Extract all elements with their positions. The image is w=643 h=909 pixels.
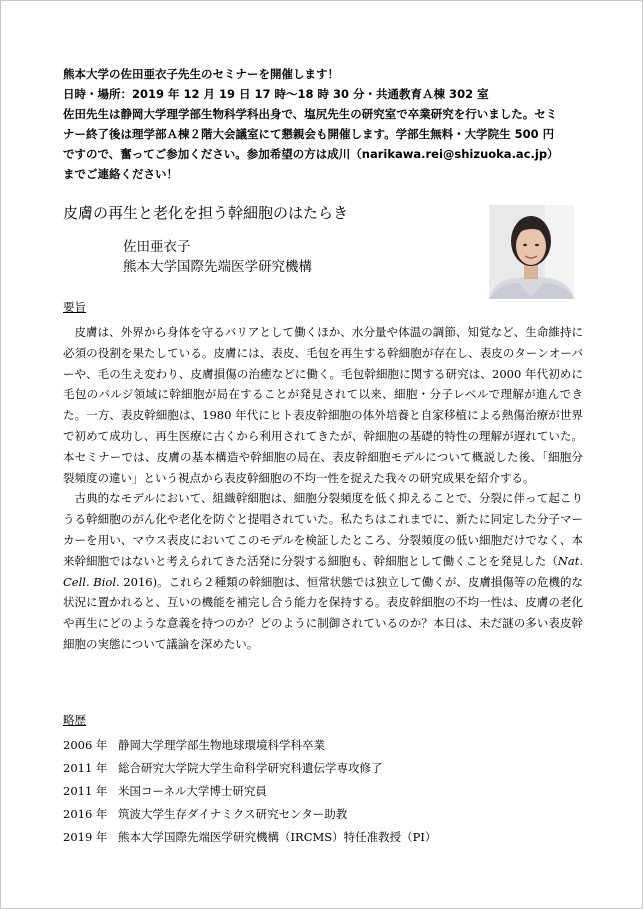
speaker-name: 佐田亜衣子 [123, 239, 191, 255]
notice-datetime-location: 日時・場所：2019 年 12 月 19 日 17 時〜18 時 30 分・共通教育Ａ棟 302 室 [63, 87, 489, 101]
speaker-block [123, 237, 312, 277]
bio-year: 2019 年 [63, 829, 108, 844]
journal-citation: Nat. Cell. Biol. [63, 553, 583, 589]
bio-heading: 略歴 [63, 713, 86, 727]
bio-year: 2011 年 [63, 760, 108, 775]
bio-year: 2006 年 [63, 737, 108, 752]
bio-entry [63, 733, 436, 756]
bio-text: 静岡大学理学部生物地球環境科学科卒業 [118, 737, 325, 752]
bio-year: 2016 年 [63, 806, 108, 821]
bio-entry [63, 779, 436, 802]
bio-entry [63, 825, 436, 848]
bio-entry [63, 802, 436, 825]
seminar-notice [63, 64, 563, 184]
notice-headline: 熊本大学の佐田亜衣子先生のセミナーを開催します！ [63, 67, 339, 81]
abstract-p2-text-cont: 2016)。これら２種類の幹細胞は、恒常状態では独立して働くが、皮膚損傷等の危機的な状況に置かれると、互いの機能を補完し合う能力を保持する。表皮幹細胞の不均一性は、皮膚の老化や再生にどのような意義を持つのか？どのように制御されているのか？本日は、未だ謎の多い表皮幹細胞の実態について議論を深めたい。 [63, 574, 583, 651]
abstract-heading: 要旨 [63, 300, 86, 314]
abstract-body [63, 322, 583, 655]
abstract-p2-text: 古典的なモデルにおいて、組織幹細胞は、細胞分裂頻度を低く抑えることで、分裂に伴って起こりうる幹細胞のがん化や老化を防ぐと提唱されていた。私たちはこれまでに、新たに同定した分子マーカーを用い、マウス表皮においてこのモデルを検証したところ、分裂頻度の低い細胞だけでなく、本来幹細胞ではないと考えられてきた活発に分裂する細胞も、幹細胞として働くことを発見した（ [63, 491, 583, 568]
bio-text: 筑波大学生存ダイナミクス研究センター助教 [118, 806, 348, 821]
speaker-affiliation: 熊本大学国際先端医学研究機構 [123, 259, 312, 275]
bio-entry [63, 756, 436, 779]
bio-year: 2011 年 [63, 783, 108, 798]
bio-list [63, 733, 436, 848]
seminar-title: 皮膚の再生と老化を担う幹細胞のはたらき [63, 204, 349, 222]
bio-text: 米国コーネル大学博士研究員 [118, 783, 267, 798]
abstract-paragraph-2 [63, 488, 583, 654]
notice-details: 佐田先生は静岡大学理学部生物科学科出身で、塩尻先生の研究室で卒業研究を行いました。セミナー終了後は理学部Ａ棟２階大会議室にて懇親会も開催します。学部生無料・大学院生 500 円ですので、奮ってご参加ください。参加希望の方は成川（narikawa.rei@shizuoka.ac.jp）までご連絡ください！ [63, 107, 559, 181]
abstract-paragraph-1: 皮膚は、外界から身体を守るバリアとして働くほか、水分量や体温の調節、知覚など、生命維持に必須の役割を果たしている。皮膚には、表皮、毛包を再生する幹細胞が存在し、表皮のターンオーバーや、毛の生え変わり、皮膚損傷の治癒などに働く。毛包幹細胞に関する研究は、2000 年代初めに毛包のバルジ領域に幹細胞が局在することが発見されて以来、細胞・分子レベルで理解が進んできた。一方、表皮幹細胞は、1980 年代にヒト表皮幹細胞の体外培養と自家移植による熱傷治療が世界で初めて成功し、再生医療に古くから利用されてきたが、幹細胞の基礎的特性の理解が遅れていた。本セミナーでは、皮膚の基本構造や幹細胞の局在、表皮幹細胞モデルについて概説した後、「細胞分裂頻度の違い」という視点から表皮幹細胞の不均一性を捉えた我々の研究成果を紹介する。 [63, 325, 583, 485]
bio-text: 熊本大学国際先端医学研究機構（IRCMS）特任准教授（PI） [118, 829, 437, 844]
bio-text: 総合研究大学院大学生命科学研究科遺伝学専攻修了 [118, 760, 383, 775]
speaker-photo [489, 205, 574, 299]
